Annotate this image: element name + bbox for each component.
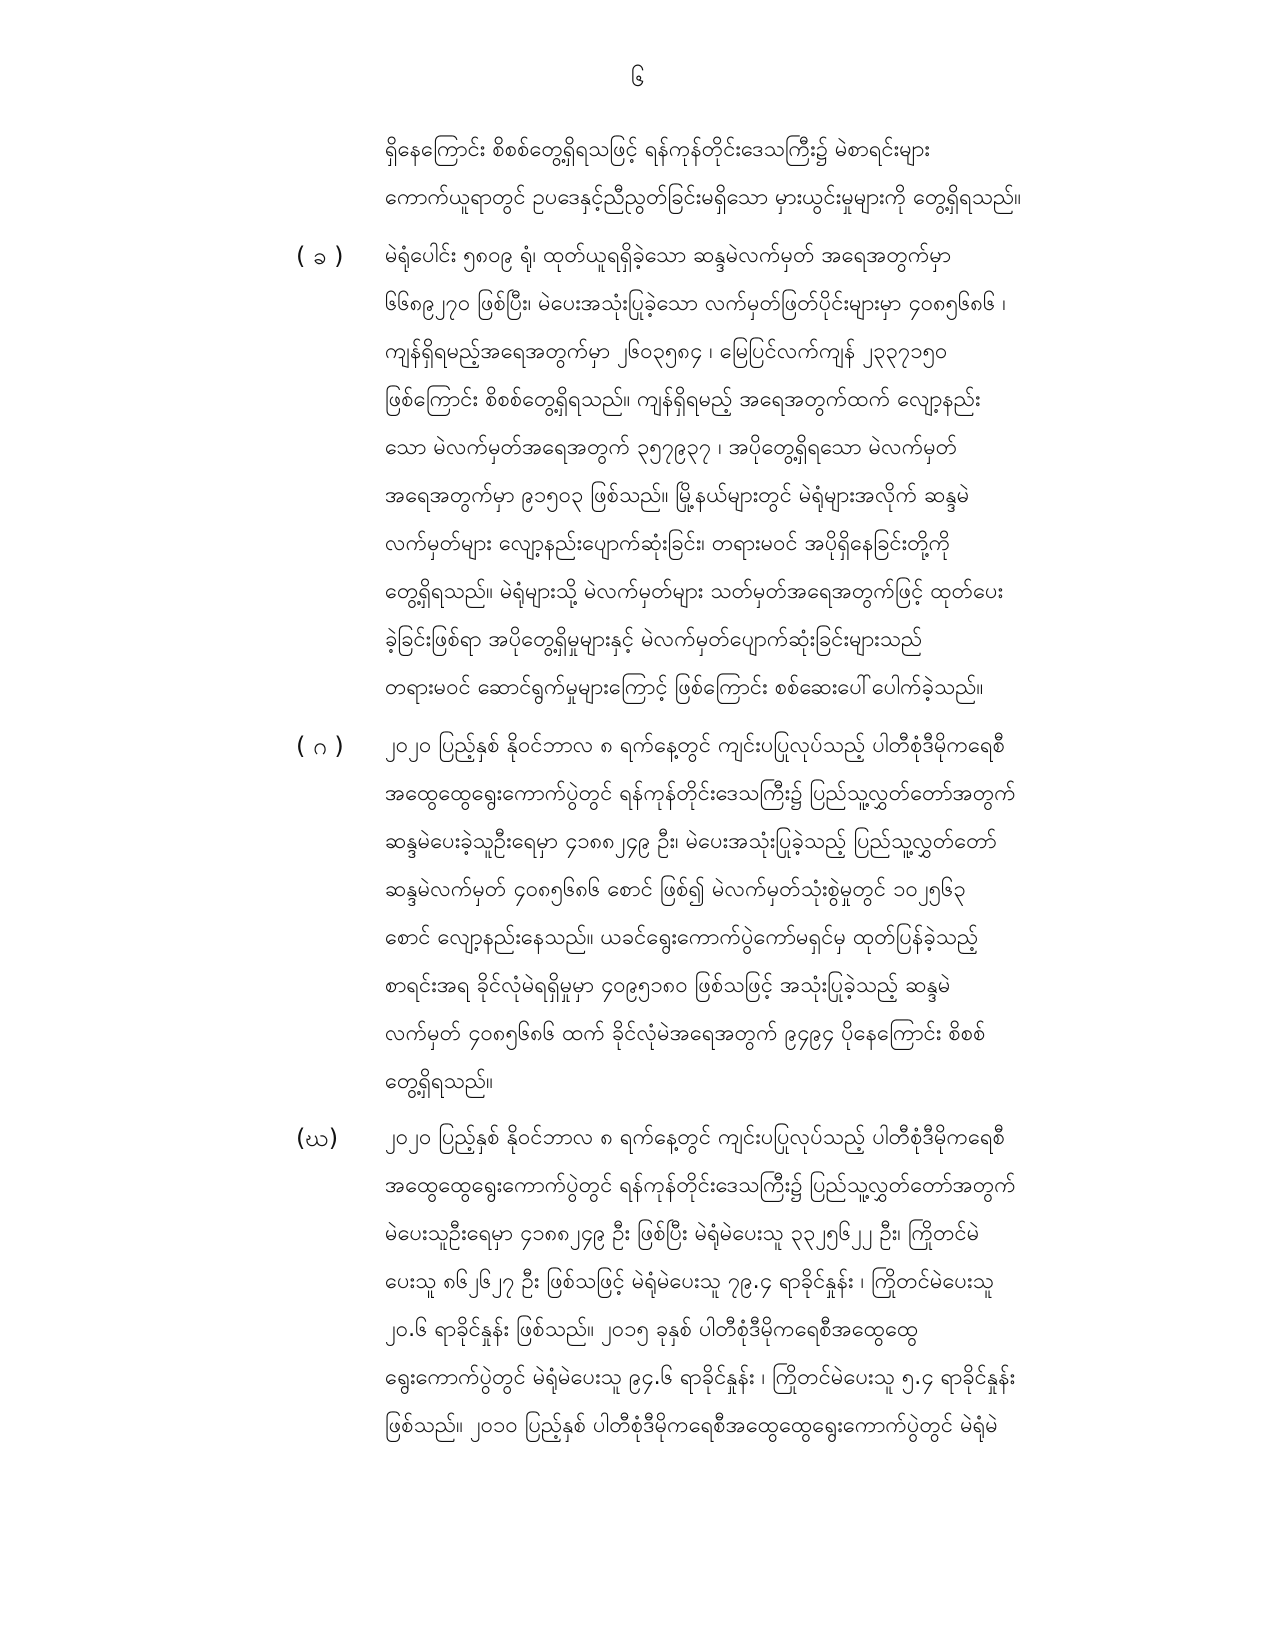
text-line: သော မဲလက်မှတ်အရေအတွက် ၃၅၇၉၃၇ ၊ အပိုတွေ့ရှိရသော မဲလက်မှတ် [385,435,958,460]
text-line: ကောက်ယူရာတွင် ဥပဒေနှင့်ညီညွတ်ခြင်းမရှိသော မှားယွင်းမှုများကို တွေ့ရှိရသည်။ [385,185,1021,210]
text-line: ဖြစ်သည်။ ၂၀၁၀ ပြည့်နှစ် ပါတီစုံဒီမိုကရေစီအထွေထွေရွေးကောက်ပွဲတွင် မဲရုံမဲ [385,1413,998,1438]
text-line: အရေအတွက်မှာ ၉၁၅၀၃ ဖြစ်သည်။ မြို့နယ်များတွင် မဲရုံများအလိုက် ဆန္ဒမဲ [385,483,970,508]
text-line: တွေ့ရှိရသည်။ မဲရုံများသို့ မဲလက်မှတ်များ သတ်မှတ်အရေအတွက်ဖြင့် ထုတ်ပေး [385,579,1004,604]
text-line: ၂၀၂၀ ပြည့်နှစ် နိုဝင်ဘာလ ၈ ရက်နေ့တွင် ကျင်းပပြုလုပ်သည့် ပါတီစုံဒီမိုကရေစီ [385,733,1005,758]
section-paragraph-gha [385,1114,1150,1450]
text-line: ဖြစ်ကြောင်း စိစစ်တွေ့ရှိရသည်။ ကျန်ရှိရမည့် အရေအတွက်ထက် လျော့နည်း [385,387,981,412]
text-line: ပေးသူ ၈၆၂၆၂၇ ဦး ဖြစ်သဖြင့် မဲရုံမဲပေးသူ ၇၉.၄ ရာခိုင်နှုန်း ၊ ကြိုတင်မဲပေးသူ [385,1269,994,1294]
text-line: ကျန်ရှိရမည့်အရေအတွက်မှာ ၂၆၀၃၅၈၄ ၊ မြေပြင်လက်ကျန် ၂၃၃၇၁၅၀ [385,339,948,364]
section-label-ga: ( ဂ ) [296,732,344,760]
text-line: မဲပေးသူဦးရေမှာ ၄၁၈၈၂၄၉ ဦး ဖြစ်ပြီး မဲရုံမဲပေးသူ ၃၃၂၅၆၂၂ ဦး၊ ကြိုတင်မဲ [385,1221,980,1246]
text-line: ဆန္ဒမဲလက်မှတ် ၄၀၈၅၆၈၆ စောင် ဖြစ်၍ မဲလက်မှတ်သုံးစွဲမှုတွင် ၁၀၂၅၆၃ [385,877,966,902]
section-paragraph-kha [385,232,1150,712]
text-line: ဆန္ဒမဲပေးခဲ့သူဦးရေမှာ ၄၁၈၈၂၄၉ ဦး၊ မဲပေးအသုံးပြုခဲ့သည့် ပြည်သူ့လွှတ်တော် [385,829,997,854]
text-line: ခဲ့ခြင်းဖြစ်ရာ အပိုတွေ့ရှိမှုများနှင့် မဲလက်မှတ်ပျောက်ဆုံးခြင်းများသည် [385,627,923,652]
section-label-gha: (ဃ) [296,1124,339,1152]
text-line: ၆၆၈၉၂၇၀ ဖြစ်ပြီး၊ မဲပေးအသုံးပြုခဲ့သော လက်မှတ်ဖြတ်ပိုင်းများမှာ ၄၀၈၅၆၈၆ ၊ [385,291,1006,316]
text-line: လက်မှတ်များ လျော့နည်းပျောက်ဆုံးခြင်း၊ တရားမဝင် အပိုရှိနေခြင်းတို့ကို [385,531,951,556]
text-line: တွေ့ရှိရသည်။ [385,1069,493,1094]
section-label-kha: ( ခ ) [296,242,344,270]
text-line: ၂၀.၆ ရာခိုင်နှုန်း ဖြစ်သည်။ ၂၀၁၅ ခုနှစ် ပါတီစုံဒီမိုကရေစီအထွေထွေ [385,1317,919,1342]
text-line: အထွေထွေရွေးကောက်ပွဲတွင် ရန်ကုန်တိုင်းဒေသကြီး၌ ပြည်သူ့လွှတ်တော်အတွက် [385,781,1016,806]
page-number: ၆ [630,64,645,92]
section-paragraph-ga [385,722,1150,1106]
text-line: ရွေးကောက်ပွဲတွင် မဲရုံမဲပေးသူ ၉၄.၆ ရာခိုင်နှုန်း ၊ ကြိုတင်မဲပေးသူ ၅.၄ ရာခိုင်နှုန်း [385,1365,1016,1390]
text-line: ရှိနေကြောင်း စိစစ်တွေ့ရှိရသဖြင့် ရန်ကုန်တိုင်းဒေသကြီး၌ မဲစာရင်းများ [385,137,930,162]
text-line: အထွေထွေရွေးကောက်ပွဲတွင် ရန်ကုန်တိုင်းဒေသကြီး၌ ပြည်သူ့လွှတ်တော်အတွက် [385,1173,1016,1198]
text-line: စာရင်းအရ ခိုင်လုံမဲရရှိမှုမှာ ၄၀၉၅၁၈၀ ဖြစ်သဖြင့် အသုံးပြုခဲ့သည့် ဆန္ဒမဲ [385,973,951,998]
text-line: စောင် လျော့နည်းနေသည်။ ယခင်ရွေးကောက်ပွဲကော်မရှင်မှ ထုတ်ပြန်ခဲ့သည့် [385,925,979,950]
text-line: လက်မှတ် ၄၀၈၅၆၈၆ ထက် ခိုင်လုံမဲအရေအတွက် ၉၄၉၄ ပိုနေကြောင်း စိစစ် [385,1021,986,1046]
text-line: ၂၀၂၀ ပြည့်နှစ် နိုဝင်ဘာလ ၈ ရက်နေ့တွင် ကျင်းပပြုလုပ်သည့် ပါတီစုံဒီမိုကရေစီ [385,1125,1005,1150]
text-line: တရားမဝင် ဆောင်ရွက်မှုများကြောင့် ဖြစ်ကြောင်း စစ်ဆေးပေါ်ပေါက်ခဲ့သည်။ [385,675,984,700]
text-line: မဲရုံပေါင်း ၅၈၀၉ ရုံ၊ ထုတ်ယူရရှိခဲ့သော ဆန္ဒမဲလက်မှတ် အရေအတွက်မှာ [385,243,952,268]
intro-paragraph [385,126,1150,222]
